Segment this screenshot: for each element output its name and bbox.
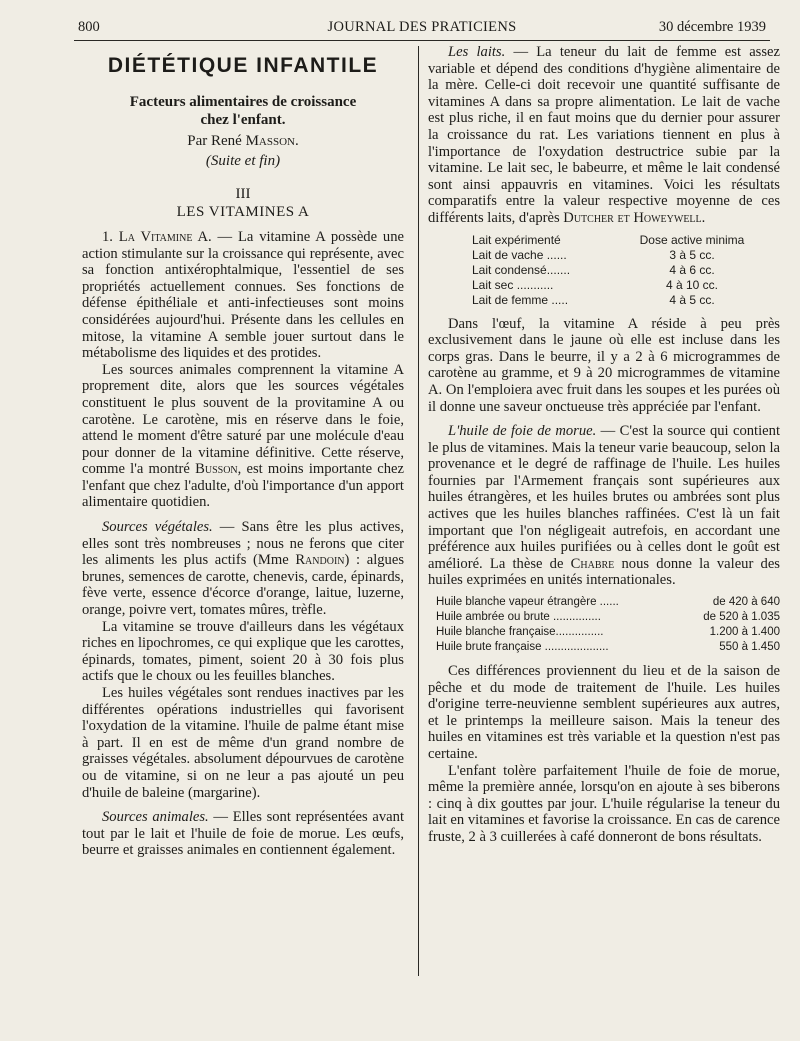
column-divider	[418, 46, 419, 976]
column-header: Lait expérimenté	[472, 232, 561, 247]
table-row	[436, 595, 780, 610]
paragraph-text: Les sources animales comprennent la vitamine A proprement dite, alors que les sources végétales constituent le plus souvent de la provitamine A ou carotène. Le carotène, mis en réserve dans le foie, attend le moment d'être saturé par une molécule d'eau pour donner de la vitamine définitive. Cette réserve, comme l'a montré	[82, 361, 404, 478]
table-row	[436, 640, 780, 655]
subtitle-line-1: Facteurs alimentaires de croissance	[129, 93, 357, 110]
table-cell: de 520 à 1.035	[703, 611, 780, 624]
author-name: Masson.	[245, 132, 299, 149]
cited-authors: Dutcher et Howeywell.	[563, 209, 706, 226]
paragraph-text: — Sans être les plus actives, elles sont très nombreuses ; nous ne ferons que citer les aliments les plus actifs (Mme	[82, 519, 404, 569]
table-cell: 4 à 5 cc.	[669, 292, 715, 307]
table-cell: 4 à 10 cc.	[665, 277, 719, 292]
table-cell: Huile blanche vapeur étrangère ......	[436, 596, 619, 609]
table-row	[428, 248, 780, 263]
table-cell: Huile ambrée ou brute ...............	[436, 611, 601, 624]
article-title: DIÉTÉTIQUE INFANTILE	[107, 54, 379, 77]
subtitle-line-2: chez l'enfant.	[200, 111, 286, 128]
column-header: Dose active minima	[639, 232, 745, 247]
paragraph-text: nous donne la valeur des huiles exprimées en unités internationales.	[428, 555, 780, 589]
oil-units-table	[436, 595, 780, 655]
paragraph-tolerance-enfant: L'enfant tolère parfaitement l'huile de foie de morue, même la première année, lorsqu'on en ajoute à ses biberons : cinq à dix gouttes par jour. L'huile régularise la teneur du lait en vitamines et favorise la croissance. En cas de carence fruste, 2 à 3 cuillerées à café donneront de bons résultats.	[428, 762, 780, 845]
section-number: III	[235, 185, 251, 202]
paragraph-sources-animales-intro	[82, 362, 404, 511]
table-cell: Lait de vache ......	[472, 247, 567, 262]
paragraph-text: — La teneur du lait de femme est assez variable et dépend des conditions d'hygiène alimentaire de la mère. Celle-ci doit recevoir une quantité suffisante de vitamines A dans sa propre alimentation. Le lait de vache est plus riche, il en faut moins que du dernier pour assurer la croissance du rat. Les variations tiennent en plus à l'importance de l'oxydation destructrice subie par la vitamine. Le lait sec, le babeurre, et même le lait condensé sont ainsi appauvris en vitamines. Voici les résultats comparatifs entre la valeur respective moyenne de ces différents laits, d'après	[428, 44, 780, 226]
table-header-row	[428, 233, 780, 248]
paragraph-text: — C'est la source qui contient le plus de vitamines. Mais la teneur varie beaucoup, selon la provenance et le degré de raffinage de l'huile. Les huiles fournies par l'Armement français sont supérieures aux huiles étrangères, et les huiles brutes ou ambrées sont plus actives que les huiles blanches raffinées. C'est là un fait important que l'on négligeait autrefois, en accordant une préférence aux huiles purifiées ou à celles dont le goût est amélioré. La thèse de	[428, 423, 780, 572]
cited-author: Chabre	[570, 555, 615, 572]
paragraph-vitamine-a	[82, 229, 404, 362]
paragraph-sources-vegetales	[82, 519, 404, 619]
paragraph-les-laits	[428, 44, 780, 227]
table-cell: 550 à 1.450	[719, 641, 780, 654]
article-subtitle	[82, 93, 404, 129]
paragraph-text: ) : algues brunes, semences de carotte, chenevis, carde, épinards, fève verte, essence d'écorce d'orange, laitue, luzerne, orange, poivre vert, tomates mûres, trèfle.	[82, 552, 404, 619]
cited-author: Busson	[195, 461, 238, 478]
table-row	[436, 625, 780, 640]
paragraph-label: Les laits.	[448, 44, 506, 60]
table-row	[428, 263, 780, 278]
milk-dose-table	[428, 233, 780, 308]
table-cell: Huile blanche française...............	[436, 626, 604, 639]
table-row	[428, 278, 780, 293]
table-cell: 1.200 à 1.400	[709, 626, 780, 639]
table-cell: Lait condensé.......	[472, 262, 571, 277]
paragraph-sources-animales	[82, 809, 404, 859]
table-row	[436, 610, 780, 625]
journal-title: JOURNAL DES PRATICIENS	[327, 19, 517, 35]
running-header	[74, 18, 770, 40]
paragraph-label: Sources animales.	[102, 809, 209, 826]
author-prefix: Par René	[187, 132, 246, 149]
paragraph-text: , est moins importante chez l'enfant que chez l'adulte, d'où l'importance d'un apport alimentaire quotidien.	[82, 461, 404, 511]
paragraph-label: Sources végétales.	[102, 519, 213, 536]
continuation-note: (Suite et fin)	[205, 153, 281, 170]
table-cell: Huile brute française ....................	[436, 641, 609, 654]
paragraph-label: L'huile de foie de morue.	[448, 423, 597, 440]
table-cell: Lait de femme .....	[472, 292, 569, 307]
paragraph-label: 1. La Vitamine A.	[102, 228, 212, 245]
cited-author: Randoin	[295, 552, 345, 569]
author-line	[82, 133, 404, 150]
issue-date: 30 décembre 1939	[658, 19, 766, 35]
table-cell: 4 à 6 cc.	[669, 262, 715, 277]
paragraph-huiles-vegetales: Les huiles végétales sont rendues inactives par les différentes opérations industrielles qui favorisent l'oxydation de la vitamine. l'huile de palme étant mise à part. Il en est de même d'un grand nombre de graisses végétales. absolument dépourvues de carotène ou de vitamine, si on ne leur a pas ajouté un peu d'huile de baleine (margarine).	[82, 685, 404, 801]
header-rule	[74, 40, 770, 41]
paragraph-huile-foie-morue	[428, 423, 780, 589]
paragraph-differences: Ces différences proviennent du lieu et de la saison de pêche et du mode de traitement de l'huile. Les huiles d'origine terre-neuvienne semblent supérieures aux autres, et le printemps la meilleure saison. Mais la teneur des huiles en vitamines est très variable et la question n'est pas certaine.	[428, 663, 780, 762]
table-cell: 3 à 5 cc.	[669, 247, 715, 262]
page-number: 800	[78, 19, 100, 35]
table-cell: Lait sec ...........	[472, 277, 554, 292]
table-row	[428, 293, 780, 308]
right-column	[428, 44, 780, 846]
left-column	[82, 44, 404, 859]
paragraph-text: — Elles sont représentées avant tout par le lait et l'huile de foie de morue. Les œufs, beurre et graisses animales en contiennent également.	[82, 809, 404, 859]
table-cell: de 420 à 640	[712, 596, 780, 609]
section-title: LES VITAMINES A	[176, 204, 310, 221]
paragraph-oeuf-beurre: Dans l'œuf, la vitamine A réside à peu près exclusivement dans le jaune où elle est incluse dans les corps gras. Dans le beurre, il y a 2 à 6 microgrammes de carotène au gramme, et 9 à 20 microgrammes de vitamine A. On l'emploiera avec fruit dans les soupes et les purées où il donne une saveur onctueuse très appréciée par l'enfant.	[428, 315, 780, 415]
paragraph-lipochromes: La vitamine se trouve d'ailleurs dans les végétaux riches en lipochromes, ce qui explique que les carottes, épinards, tomates, piment, soient 20 à 30 fois plus actifs que le choux ou les feuilles blanches.	[82, 618, 404, 685]
paragraph-text: — La vitamine A possède une action stimulante sur la croissance qui représente, avec sa fonction antixérophtalmique, l'essentiel de ses propriétés actuellement connues. Ses fonctions de défense épithéliale et anti-infectieuses sont moins considérées aujourd'hui. Présente dans les cellules en mitose, la vitamine A semble jouer surtout dans le métabolisme des liquides et des protides.	[82, 228, 404, 362]
